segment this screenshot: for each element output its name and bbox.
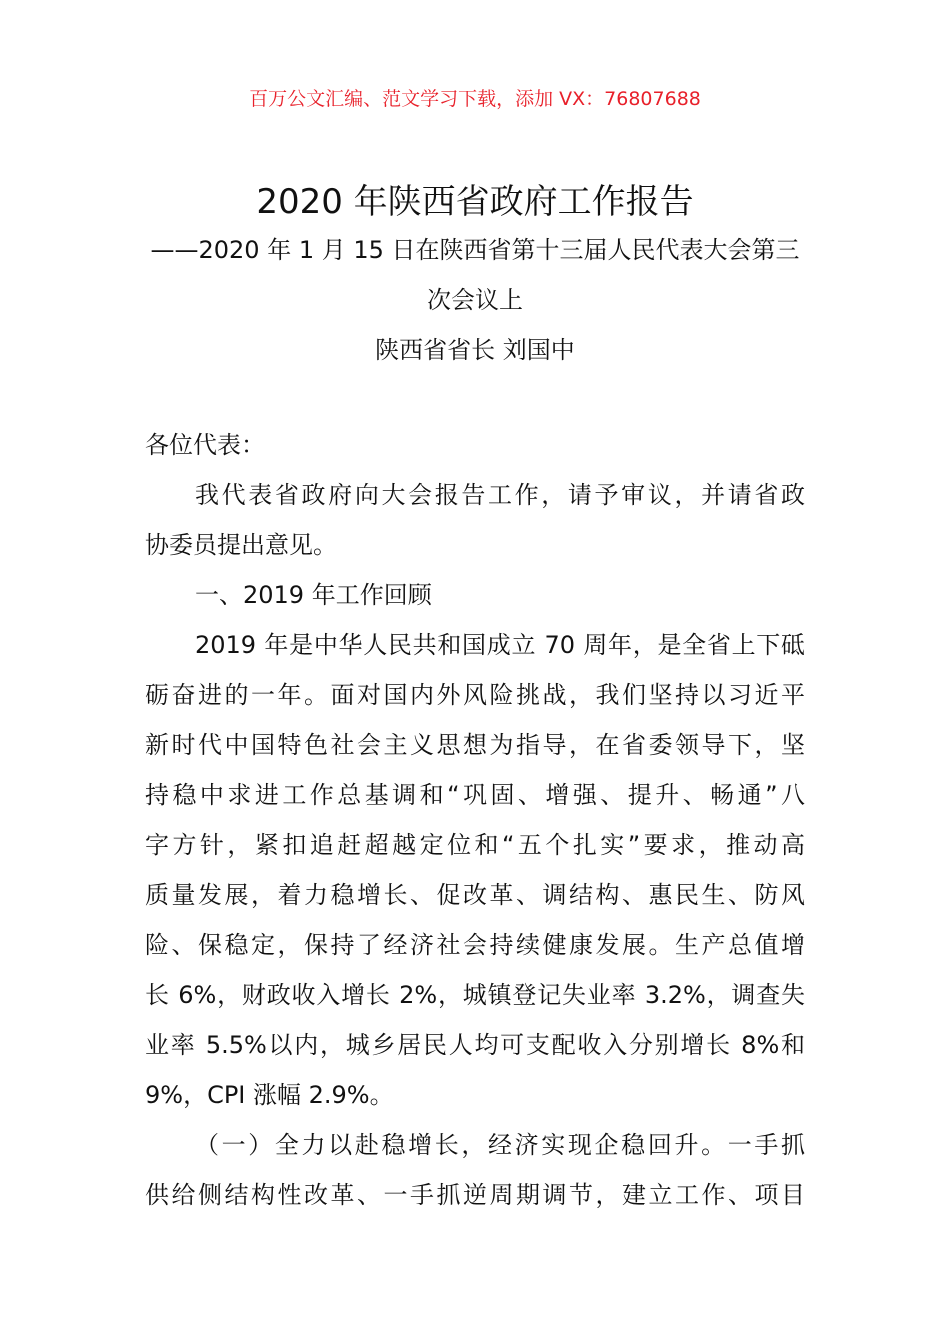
watermark-text: 百万公文汇编、范文学习下载，添加 VX：76807688 (249, 88, 701, 110)
section-heading: 一、2019 年工作回顾 (195, 581, 432, 609)
document-title: 2020 年陕西省政府工作报告 (256, 182, 694, 222)
body-line: 9%，CPI 涨幅 2.9%。 (145, 1081, 394, 1109)
body-line: （一）全力以赴稳增长，经济实现企稳回升。一手抓 (195, 1131, 805, 1159)
body-line: 业率 5.5%以内，城乡居民人均可支配收入分别增长 8%和 (145, 1031, 805, 1059)
body-line: 字方针，紧扣追赶超越定位和“五个扎实”要求，推动高 (145, 831, 805, 859)
body-line: 长 6%，财政收入增长 2%，城镇登记失业率 3.2%，调查失 (145, 981, 805, 1009)
body-line: 持稳中求进工作总基调和“巩固、增强、提升、畅通”八 (145, 781, 805, 809)
body-line: 险、保稳定，保持了经济社会持续健康发展。生产总值增 (145, 931, 805, 959)
body-line: 新时代中国特色社会主义思想为指导，在省委领导下，坚 (145, 731, 805, 759)
author-line: 陕西省省长 刘国中 (375, 336, 575, 364)
subtitle-line: 次会议上 (427, 286, 523, 314)
body-line: 砺奋进的一年。面对国内外风险挑战，我们坚持以习近平 (145, 681, 805, 709)
body-line: 协委员提出意见。 (145, 531, 337, 559)
body-line: 质量发展，着力稳增长、促改革、调结构、惠民生、防风 (145, 881, 805, 909)
salutation: 各位代表： (145, 431, 265, 459)
body-line: 我代表省政府向大会报告工作，请予审议，并请省政 (195, 481, 805, 509)
body-line: 2019 年是中华人民共和国成立 70 周年，是全省上下砥 (195, 631, 805, 659)
subtitle-line: ——2020 年 1 月 15 日在陕西省第十三届人民代表大会第三 (150, 236, 800, 264)
body-line: 供给侧结构性改革、一手抓逆周期调节，建立工作、项目 (145, 1181, 805, 1209)
